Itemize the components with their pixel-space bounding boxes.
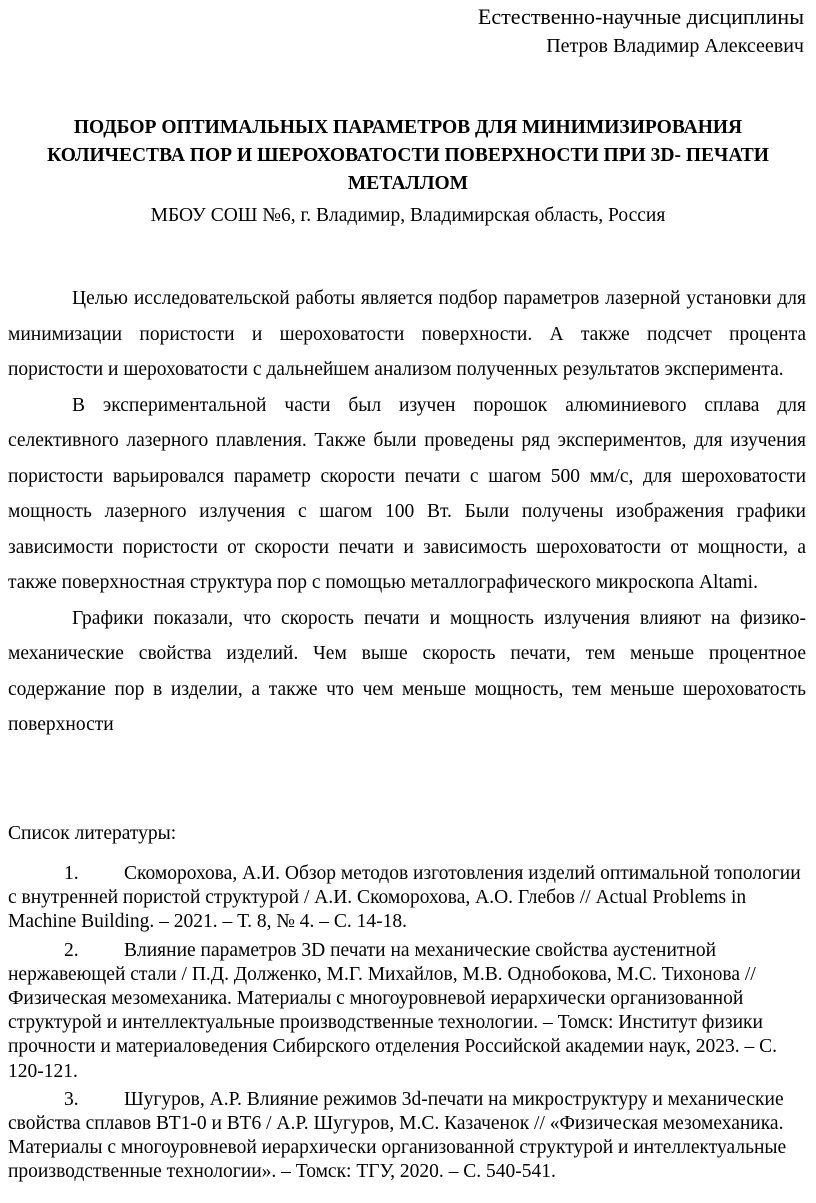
author-name: Петров Владимир Алексеевич (546, 35, 804, 57)
reference-item (8, 1088, 806, 1185)
paragraph-experiment: В экспериментальной части был изучен порошок алюминиевого сплава для селективного лазерного плавления. Также были проведены ряд экспериментов, для изучения пористости варьировался параметр скорости печати с шагом 500 мм/с, для шероховатости мощность лазерного излучения с шагом 100 Вт. Были получены изображения графики зависимости пористости от скорости печати и зависимость шероховатости от мощности, а также поверхностная структура пор с помощью металлографического микроскопа Altami. (8, 394, 806, 593)
reference-number: 3. (64, 1088, 79, 1110)
reference-item (8, 939, 806, 1084)
reference-text: Скоморохова, А.И. Обзор методов изготовления изделий оптимальной топологии с внутренней пористой структурой / А.И. Скоморохова, А.О. Глебов // Actual Problems in Machine Building. – 2021. – Т. 8, № 4. – С. 14-18. (8, 863, 801, 933)
reference-text: Шугуров, А.Р. Влияние режимов 3d-печати на микроструктуру и механические свойства сплавов ВТ1-0 и ВТ6 / А.Р. Шугуров, М.С. Казаченок // «Физическая мезомеханика. Материалы с многоуровневой иерархически организованной структурой и интеллектуальные производственные технологии». – Томск: ТГУ, 2020. – С. 540-541. (8, 1088, 787, 1183)
abstract-body (8, 281, 806, 743)
references-heading: Список литературы: (8, 823, 177, 844)
references-list (8, 862, 806, 1189)
paper-title: ПОДБОР ОПТИМАЛЬНЫХ ПАРАМЕТРОВ ДЛЯ МИНИМИЗИРОВАНИЯ КОЛИЧЕСТВА ПОР И ШЕРОХОВАТОСТИ ПОВЕРХНОСТИ ПРИ 3D- ПЕЧАТИ МЕТАЛЛОМ (47, 117, 769, 194)
author-affiliation: МБОУ СОШ №6, г. Владимир, Владимирская область, Россия (150, 205, 666, 226)
discipline-category: Естественно-научные дисциплины (477, 4, 804, 29)
reference-number: 1. (64, 863, 79, 884)
paragraph-goal: Целью исследовательской работы является подбор параметров лазерной установки для минимизации пористости и шероховатости поверхности. А также подсчет процента пористости и шероховатости с дальнейшем анализом полученных результатов эксперимента. (8, 288, 806, 380)
paragraph-conclusion: Графики показали, что скорость печати и мощность излучения влияют на физико-механические свойства изделий. Чем выше скорость печати, тем меньше процентное содержание пор в изделии, а также что чем меньше мощность, тем меньше шероховатость поверхности (8, 607, 806, 735)
reference-text: Влияние параметров 3D печати на механические свойства аустенитной нержавеющей стали / П.Д. Долженко, М.Г. Михайлов, М.В. Однобокова, М.С. Тихонова // Физическая мезомеханика. Материалы с многоуровневой иерархически организованной структурой и интеллектуальные производственные технологии. – Томск: Институт физики прочности и материаловедения Сибирского отделения Российской академии наук, 2023. – С. 120-121. (8, 939, 777, 1082)
reference-item (8, 862, 806, 935)
reference-number: 2. (64, 939, 79, 961)
